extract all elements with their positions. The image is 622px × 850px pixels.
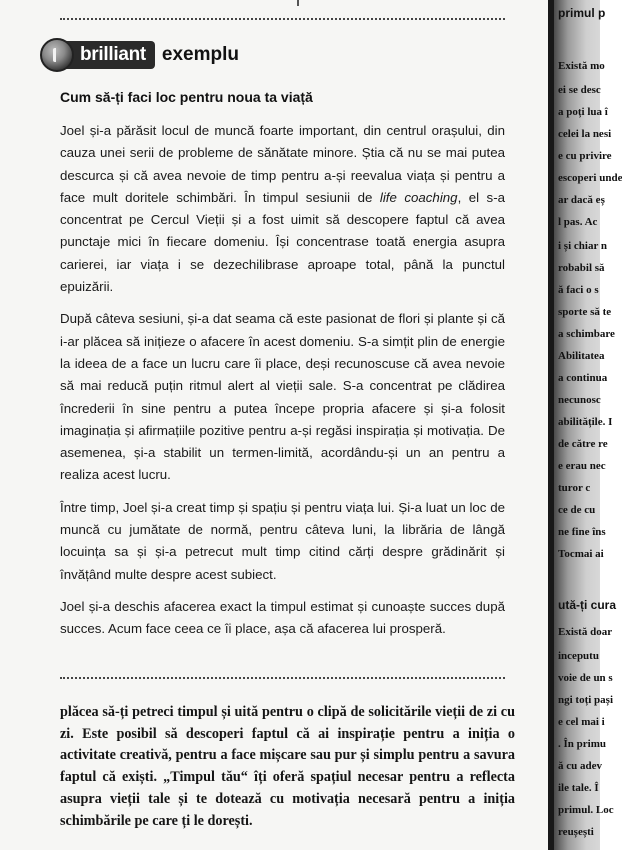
adjacent-page-line: ce de cu: [558, 504, 596, 516]
adjacent-page-line: Tocmai ai: [558, 548, 604, 560]
adjacent-page-text: [554, 0, 622, 850]
adjacent-page-line: robabil să: [558, 262, 605, 274]
page-gutter-mark: [297, 0, 299, 6]
paragraph-text: Joel și-a deschis afacerea exact la timpul estimat și cunoaște succes după succes. Acum face ceea ce îi place, așa că afacerea lui prosperă.: [60, 598, 505, 637]
box-paragraph: [60, 596, 505, 641]
box-paragraph: [60, 308, 505, 486]
brilliant-logo-icon: [40, 38, 74, 72]
adjacent-page-line: e erau nec: [558, 460, 606, 472]
adjacent-page-line: . În primu: [558, 738, 606, 750]
adjacent-page-line: inceputu: [558, 650, 599, 662]
brilliant-badge: [44, 41, 155, 69]
adjacent-page-line: ar dacă eș: [558, 194, 605, 206]
adjacent-page-line: primul. Loc: [558, 804, 614, 816]
paragraph-text: , el s-a concentrat pe Cercul Vieții și a fost uimit să descopere faptul că avea punctaje mici în fiecare domeniu. Își concentrase toată energia asupra carierei, iar viața i se dezechilibrase aproape total, până la punctul epuizării.: [60, 189, 506, 295]
box-header: [44, 38, 239, 72]
adjacent-page-line: escoperi unde: [558, 172, 622, 184]
main-body-text: plăcea să-ți petreci timpul și uită pentru o clipă de solicitările vieții de zi cu zi. Este posibil să descoperi faptul că ai inspirație pentru a iniția o activitate creativă, pentru a face mișcare sau pur și simplu pentru a savura faptul că exiști. „Timpul tău“ îți oferă spațiul necesar pentru a reflecta asupra vieții tale și te dotează cu motivația necesară pentru a iniția schimbările pe care ți le dorești.: [60, 704, 515, 829]
adjacent-page-line: e cel mai i: [558, 716, 605, 728]
adjacent-page-line: Există doar: [558, 626, 613, 638]
box-paragraph: [60, 120, 505, 298]
adjacent-page-line: ută-ți cura: [558, 598, 617, 612]
box-bottom-rule: [60, 677, 505, 679]
box-paragraph: [60, 497, 505, 586]
adjacent-page-line: ei se desc: [558, 84, 601, 96]
paragraph-text: Joel și-a părăsit locul de muncă foarte important, din centrul orașului, din cauza unei serii de probleme de sănătate minore. Știa că nu se mai putea descurca și că avea nevoie de timp pentru a-și reevalua viața și pentru a face mult doritele schimbări. În timpul sesiunii de: [60, 123, 505, 205]
adjacent-page-line: ă faci o s: [558, 284, 599, 296]
adjacent-page-line: ngi toți pași: [558, 694, 614, 706]
adjacent-page-line: ne fine îns: [558, 526, 606, 538]
adjacent-page-line: de către re: [558, 438, 608, 450]
italic-term: life coaching: [379, 189, 458, 205]
adjacent-page-line: ile tale. Î: [558, 782, 599, 794]
adjacent-page-line: a poți lua î: [558, 106, 608, 118]
adjacent-page-line: turor c: [558, 482, 591, 494]
adjacent-page-line: e cu privire: [558, 150, 612, 162]
paragraph-text: După câteva sesiuni, și-a dat seama că este pasionat de flori și plante și că i-ar plăcea să inițieze o afacere în acest domeniu. S-a simțit plin de energie la ideea de a face un lucru care îi place, deși recunoscuse că avea nevoie să mai reducă puțin ritmul alert al vieții sale. S-a concentrat pe clădirea încrederii în sine pentru a putea începe propria afacere și și-a folosit imaginația și afirmațiile pozitive pentru a-și regăsi inspirația și motivația. De asemenea, și-a stabilit un termen-limită, acordându-și un an pentru a realiza acest lucru.: [60, 311, 505, 483]
box-title: Cum să-ți faci loc pentru noua ta viață: [60, 89, 313, 105]
adjacent-page-line: reușești: [558, 826, 594, 838]
adjacent-page-line: voie de un s: [558, 672, 613, 684]
paragraph-text: Între timp, Joel și-a creat timp și spațiu și pentru viața lui. Și-a luat un loc de muncă cu jumătate de normă, pentru câteva luni, la librăria de lângă locuința sa și și-a petrecut mult timp citind cărți despre grădinărit și învățând multe despre acest subiect.: [60, 499, 505, 582]
adjacent-page-line: primul p: [558, 6, 606, 20]
adjacent-page-line: sporte să te: [558, 306, 612, 318]
adjacent-page-line: abilitățile. I: [558, 416, 613, 428]
adjacent-page-edge: [548, 0, 622, 850]
box-header-word: exemplu: [161, 44, 240, 65]
adjacent-page-line: a continua: [558, 372, 608, 384]
adjacent-page-line: celei la nesi: [558, 128, 612, 140]
adjacent-page-line: i și chiar n: [558, 240, 608, 252]
adjacent-page-line: Există mo: [558, 60, 605, 72]
box-top-rule: [60, 18, 505, 20]
adjacent-page-line: necunosc: [558, 394, 601, 406]
adjacent-page-line: a schimbare: [558, 328, 615, 340]
adjacent-page-line: Abilitatea: [558, 350, 605, 362]
adjacent-page-line: ă cu adev: [558, 760, 602, 772]
example-box-body: [60, 120, 505, 651]
adjacent-page-line: l pas. Ac: [558, 216, 598, 228]
badge-label: brilliant: [80, 44, 146, 65]
